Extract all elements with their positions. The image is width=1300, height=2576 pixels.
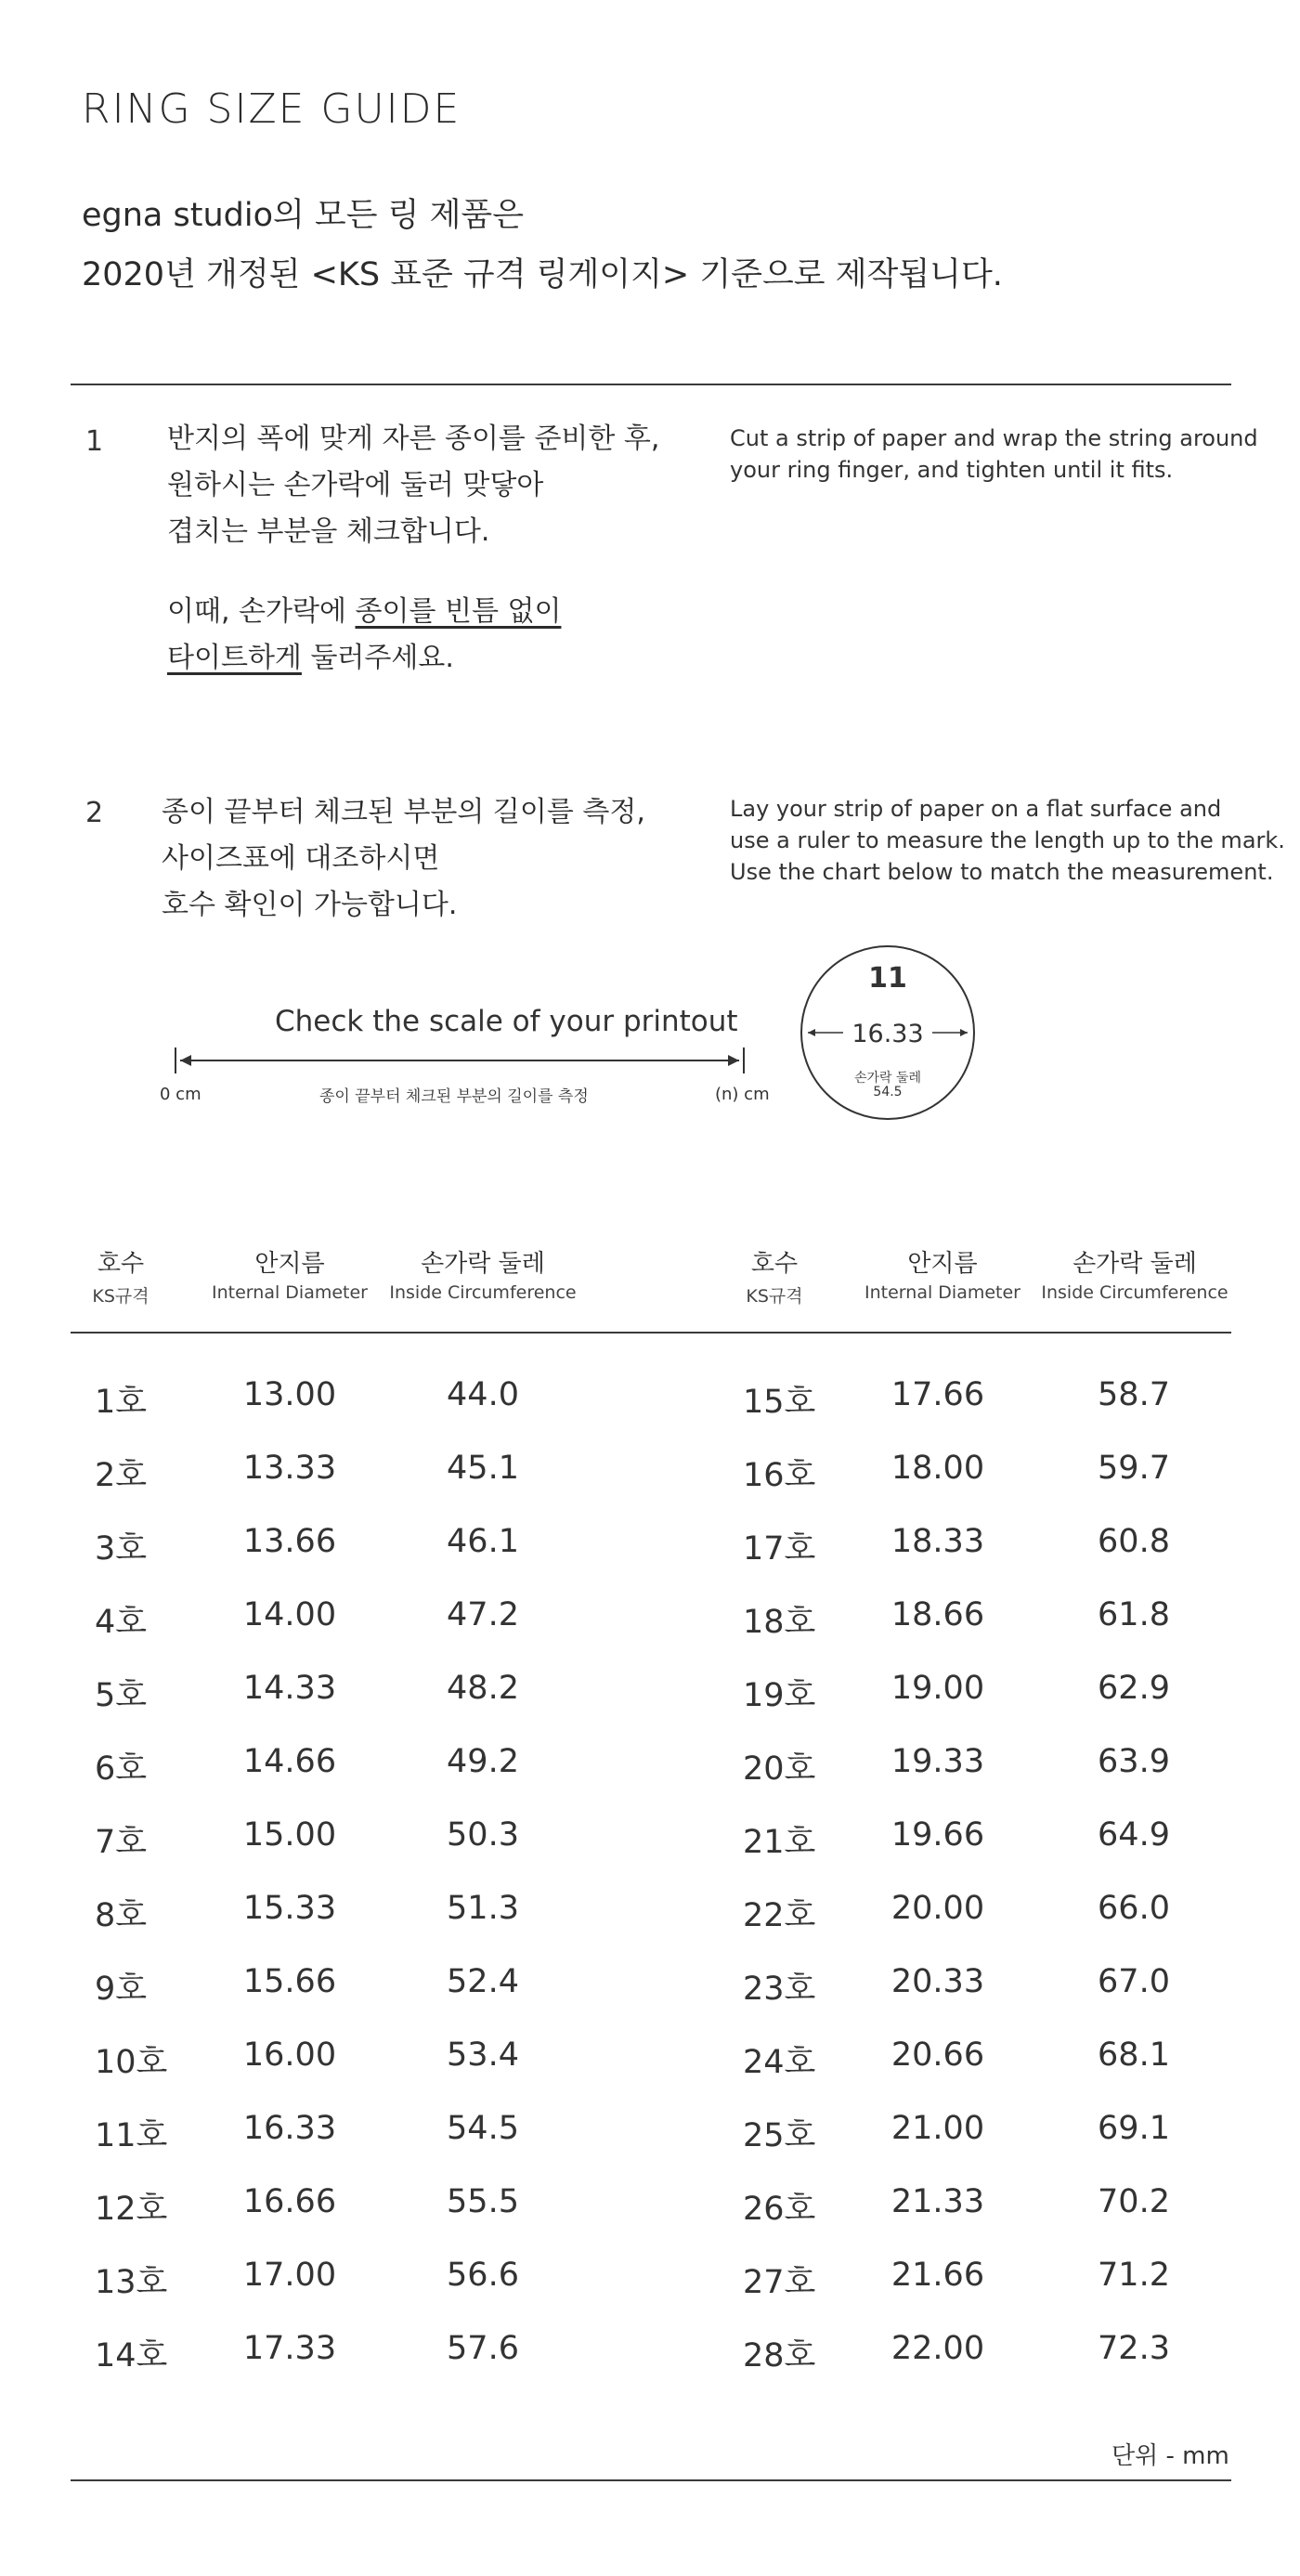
circumference-cell: 48.2: [447, 1670, 519, 1707]
size-cell: 8호: [95, 1897, 148, 1934]
diameter-cell: 14.33: [242, 1670, 337, 1707]
header-size-en: KS규격: [92, 1286, 150, 1307]
diameter-cell: 13.00: [242, 1376, 337, 1413]
size-cell: 27호: [743, 2264, 816, 2301]
circumference-cell: 47.2: [447, 1596, 519, 1633]
size-cell: 15호: [743, 1384, 816, 1421]
size-cell: 17호: [743, 1530, 816, 1568]
diameter-cell: 15.33: [242, 1890, 337, 1927]
diameter-cell: 21.66: [890, 2257, 985, 2294]
header-size-right: [726, 1244, 823, 1308]
diameter-cell: 20.33: [890, 1963, 985, 2000]
size-cell: 3호: [95, 1530, 148, 1568]
diameter-cell: 17.00: [242, 2257, 337, 2294]
diameter-cell: 13.33: [242, 1450, 337, 1487]
step-1-note-text: 둘러주세요.: [301, 642, 454, 674]
example-size: 11: [868, 962, 907, 995]
step-2-korean: [162, 789, 645, 929]
diameter-cell: 17.66: [890, 1376, 985, 1413]
size-cell: 14호: [95, 2337, 168, 2374]
circumference-cell: 64.9: [1098, 1816, 1170, 1854]
diameter-cell: 14.00: [242, 1596, 337, 1633]
circumference-cell: 67.0: [1098, 1963, 1170, 2000]
size-cell: 28호: [743, 2337, 816, 2374]
circumference-cell: 54.5: [447, 2110, 519, 2147]
diameter-cell: 20.00: [890, 1890, 985, 1927]
header-diameter-right: [850, 1244, 1035, 1303]
top-divider: [71, 384, 1231, 385]
size-cell: 16호: [743, 1457, 816, 1494]
size-cell: 18호: [743, 1604, 816, 1641]
scale-title: Check the scale of your printout: [275, 1005, 738, 1038]
scale-caption: 종이 끝부터 체크된 부분의 길이를 측정: [319, 1087, 589, 1106]
header-size-ko: 호수: [97, 1250, 145, 1278]
diameter-cell: 19.66: [890, 1816, 985, 1854]
circumference-cell: 53.4: [447, 2036, 519, 2074]
circumference-cell: 56.6: [447, 2257, 519, 2294]
size-cell: 2호: [95, 1457, 148, 1494]
step-1-note-emphasis: 타이트하게: [167, 642, 302, 674]
diameter-cell: 14.66: [242, 1743, 337, 1780]
table-header-divider: [71, 1332, 1231, 1334]
example-diameter: 16.33: [852, 1020, 924, 1048]
header-diameter-ko: 안지름: [254, 1250, 325, 1278]
size-cell: 5호: [95, 1677, 148, 1714]
circumference-cell: 71.2: [1098, 2257, 1170, 2294]
diameter-cell: 19.33: [890, 1743, 985, 1780]
header-diameter-left: [197, 1244, 383, 1303]
circumference-cell: 66.0: [1098, 1890, 1170, 1927]
step-1-korean: [167, 416, 659, 555]
unit-label: 단위 - mm: [1112, 2442, 1229, 2470]
circumference-cell: 69.1: [1098, 2110, 1170, 2147]
diameter-cell: 19.00: [890, 1670, 985, 1707]
diameter-cell: 13.66: [242, 1523, 337, 1560]
size-cell: 23호: [743, 1971, 816, 2008]
size-cell: 6호: [95, 1750, 148, 1788]
scale-start-label: 0 cm: [160, 1085, 202, 1104]
header-circumference-left: [383, 1244, 583, 1303]
diameter-cell: 15.66: [242, 1963, 337, 2000]
circumference-cell: 45.1: [447, 1450, 519, 1487]
step-2-en-line: Use the chart below to match the measurement.: [730, 859, 1274, 885]
bottom-divider: [71, 2479, 1231, 2481]
circumference-cell: 60.8: [1098, 1523, 1170, 1560]
diameter-cell: 17.33: [242, 2330, 337, 2367]
circumference-cell: 68.1: [1098, 2036, 1170, 2074]
example-caption: 손가락 둘레: [853, 1071, 922, 1086]
size-cell: 26호: [743, 2191, 816, 2228]
step-1-ko-line: 겹치는 부분을 체크합니다.: [167, 515, 490, 548]
circumference-cell: 49.2: [447, 1743, 519, 1780]
step-2-en-line: use a ruler to measure the length up to the mark.: [730, 827, 1285, 853]
size-cell: 12호: [95, 2191, 168, 2228]
intro-line-1: egna studio의 모든 링 제품은: [82, 197, 525, 234]
diameter-cell: 18.00: [890, 1450, 985, 1487]
step-2-english: [730, 793, 1285, 888]
size-cell: 22호: [743, 1897, 816, 1934]
diameter-cell: 18.33: [890, 1523, 985, 1560]
circumference-cell: 63.9: [1098, 1743, 1170, 1780]
size-cell: 21호: [743, 1824, 816, 1861]
scale-end-label: (n) cm: [715, 1085, 770, 1104]
size-cell: 10호: [95, 2044, 168, 2081]
header-diameter-ko: 안지름: [907, 1250, 978, 1278]
step-1-en-line: Cut a strip of paper and wrap the string around: [730, 425, 1258, 451]
step-1-ko-line: 원하시는 손가락에 둘러 맞닿아: [167, 469, 544, 501]
step-2-en-line: Lay your strip of paper on a flat surface and: [730, 796, 1222, 822]
circumference-cell: 59.7: [1098, 1450, 1170, 1487]
page-title: RING SIZE GUIDE: [82, 85, 462, 133]
step-2-ko-line: 종이 끝부터 체크된 부분의 길이를 측정,: [162, 796, 645, 828]
circumference-cell: 52.4: [447, 1963, 519, 2000]
circumference-cell: 70.2: [1098, 2183, 1170, 2220]
circumference-cell: 51.3: [447, 1890, 519, 1927]
diameter-cell: 16.66: [242, 2183, 337, 2220]
step-1-ko-line: 반지의 폭에 맞게 자른 종이를 준비한 후,: [167, 423, 660, 455]
diameter-cell: 20.66: [890, 2036, 985, 2074]
step-2-ko-line: 사이즈표에 대조하시면: [162, 842, 440, 875]
header-size-en: KS규격: [746, 1286, 803, 1307]
header-circumference-ko: 손가락 둘레: [1072, 1250, 1197, 1278]
circumference-cell: 44.0: [447, 1376, 519, 1413]
diameter-cell: 22.00: [890, 2330, 985, 2367]
step-2-number: 2: [85, 797, 104, 829]
diameter-cell: 16.33: [242, 2110, 337, 2147]
header-circumference-right: [1035, 1244, 1234, 1303]
header-diameter-en: Internal Diameter: [864, 1282, 1020, 1303]
step-1-note: [167, 589, 561, 682]
diameter-cell: 21.00: [890, 2110, 985, 2147]
circumference-cell: 62.9: [1098, 1670, 1170, 1707]
size-cell: 4호: [95, 1604, 148, 1641]
size-cell: 20호: [743, 1750, 816, 1788]
example-ring-circle: [800, 945, 975, 1120]
size-cell: 9호: [95, 1971, 148, 2008]
circumference-cell: 58.7: [1098, 1376, 1170, 1413]
step-1-en-line: your ring finger, and tighten until it fits.: [730, 457, 1174, 483]
size-cell: 13호: [95, 2264, 168, 2301]
circumference-cell: 61.8: [1098, 1596, 1170, 1633]
size-cell: 1호: [95, 1384, 148, 1421]
diameter-cell: 18.66: [890, 1596, 985, 1633]
example-circumference: 54.5: [873, 1085, 903, 1099]
circumference-cell: 46.1: [447, 1523, 519, 1560]
step-1-note-text: 이때, 손가락에: [167, 595, 356, 628]
scale-ruler-arrow: [167, 1044, 752, 1075]
circumference-cell: 57.6: [447, 2330, 519, 2367]
diameter-cell: 16.00: [242, 2036, 337, 2074]
header-circumference-en: Inside Circumference: [1041, 1282, 1228, 1303]
step-1-number: 1: [85, 425, 104, 458]
diameter-cell: 15.00: [242, 1816, 337, 1854]
intro-line-2: 2020년 개정된 <KS 표준 규격 링게이지> 기준으로 제작됩니다.: [82, 256, 1003, 293]
size-cell: 11호: [95, 2117, 168, 2154]
header-circumference-ko: 손가락 둘레: [421, 1250, 545, 1278]
step-1-note-emphasis: 종이를 빈틈 없이: [355, 595, 562, 628]
header-diameter-en: Internal Diameter: [212, 1282, 368, 1303]
circumference-cell: 50.3: [447, 1816, 519, 1854]
header-circumference-en: Inside Circumference: [389, 1282, 577, 1303]
header-size-ko: 호수: [750, 1250, 799, 1278]
circumference-cell: 72.3: [1098, 2330, 1170, 2367]
circumference-cell: 55.5: [447, 2183, 519, 2220]
step-2-ko-line: 호수 확인이 가능합니다.: [162, 889, 458, 921]
size-cell: 25호: [743, 2117, 816, 2154]
step-1-english: [730, 423, 1258, 486]
size-cell: 24호: [743, 2044, 816, 2081]
size-cell: 19호: [743, 1677, 816, 1714]
size-cell: 7호: [95, 1824, 148, 1861]
intro-text: [82, 186, 1003, 305]
diameter-cell: 21.33: [890, 2183, 985, 2220]
header-size-left: [72, 1244, 169, 1308]
